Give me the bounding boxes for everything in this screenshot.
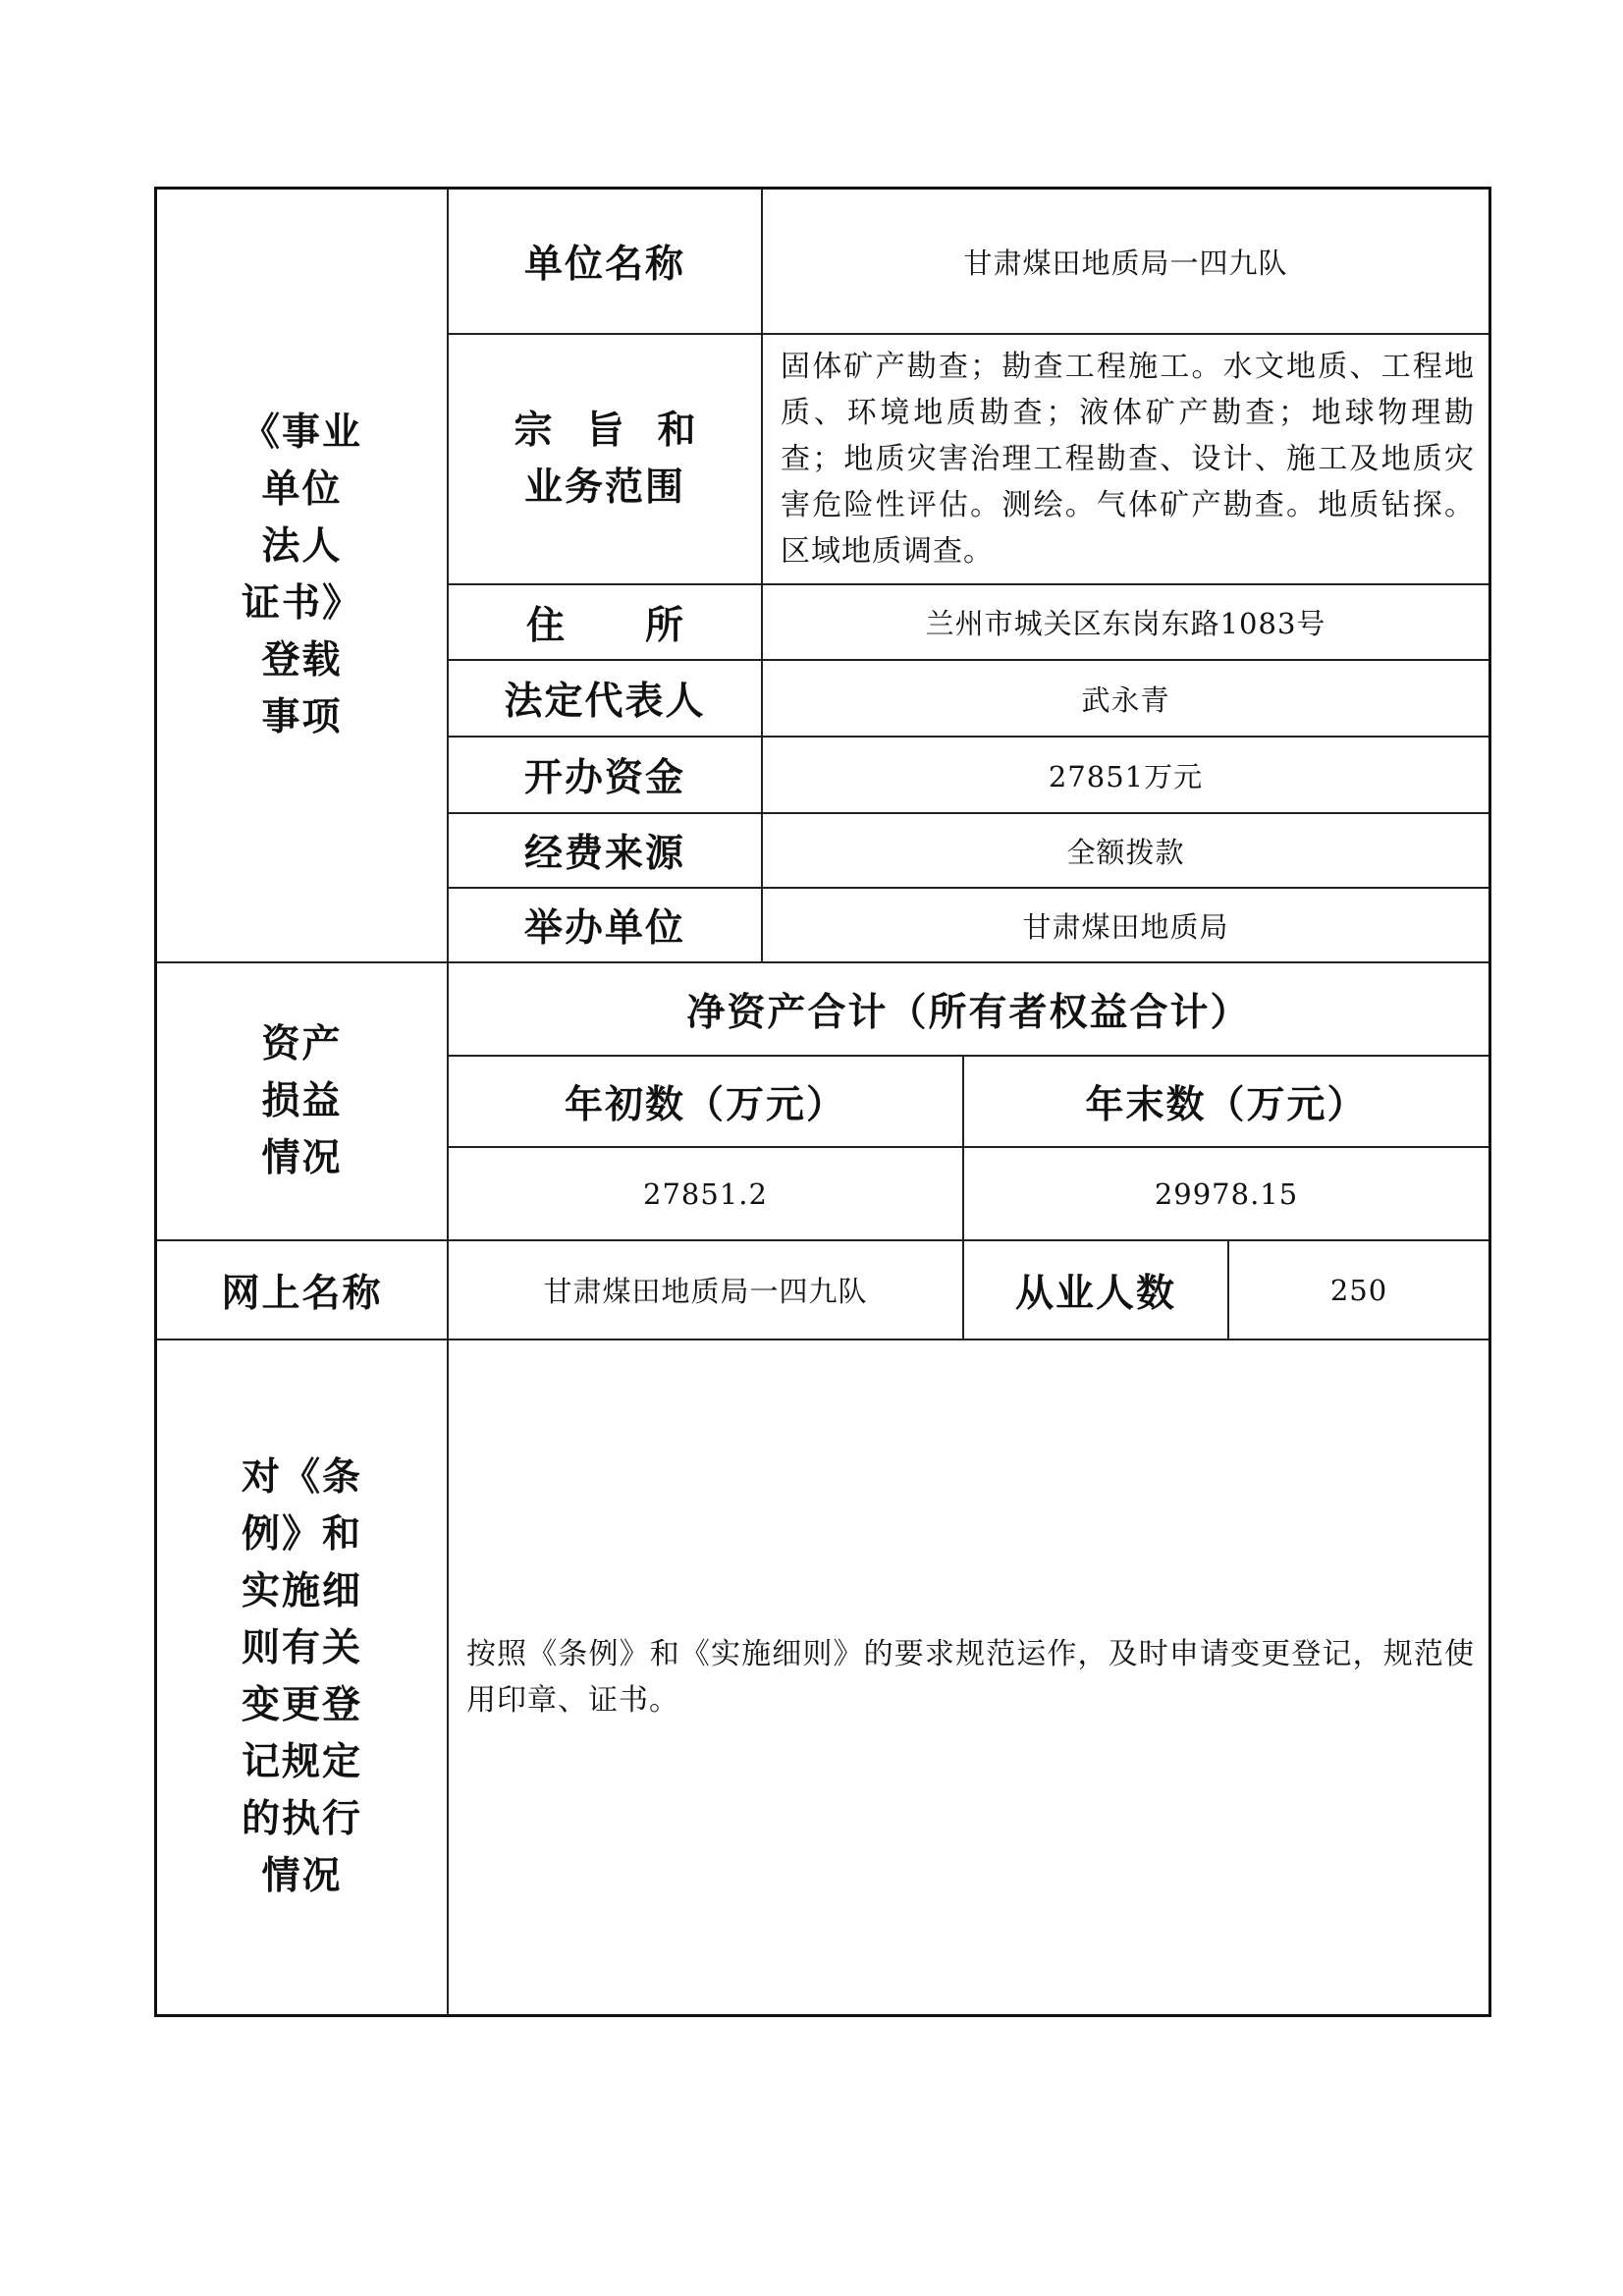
address-value: 兰州市城关区东岗东路1083号 (763, 585, 1488, 661)
registration-section-label (157, 190, 449, 963)
online-name-value: 甘肃煤田地质局一四九队 (449, 1241, 964, 1340)
compliance-label-line: 的执行 (241, 1797, 362, 1841)
purpose-scope-label-line: 业务范围 (523, 465, 685, 510)
end-year-label: 年末数（万元） (964, 1057, 1488, 1148)
registration-section-label-line: 证书》 (241, 581, 362, 626)
compliance-label-line: 实施细 (241, 1569, 362, 1613)
registration-form-table (154, 187, 1491, 2017)
registration-section-label-line: 事项 (261, 695, 343, 739)
staff-count-value: 250 (1229, 1241, 1488, 1340)
unit-name-value: 甘肃煤田地质局一四九队 (763, 190, 1488, 335)
staff-count-label: 从业人数 (964, 1241, 1229, 1340)
compliance-label (157, 1340, 449, 2014)
legal-representative-value: 武永青 (763, 661, 1488, 738)
assets-section-label-line: 资产 (261, 1021, 343, 1066)
sponsor-unit-label: 举办单位 (449, 889, 763, 963)
legal-representative-label: 法定代表人 (449, 661, 763, 738)
compliance-label-line: 变更登 (241, 1683, 362, 1727)
funding-source-value: 全额拨款 (763, 814, 1488, 889)
compliance-label-line: 记规定 (241, 1740, 362, 1784)
online-name-label: 网上名称 (157, 1241, 449, 1340)
funding-source-label: 经费来源 (449, 814, 763, 889)
purpose-scope-label-line: 宗旨和 (514, 408, 730, 453)
compliance-label-line: 情况 (261, 1854, 343, 1898)
end-year-value: 29978.15 (964, 1148, 1488, 1241)
registration-section-label-line: 单位 (261, 467, 343, 512)
sponsor-unit-value: 甘肃煤田地质局 (763, 889, 1488, 963)
registered-capital-value: 27851万元 (763, 738, 1488, 814)
address-label (449, 585, 763, 661)
assets-section-label-line: 情况 (261, 1135, 343, 1180)
begin-year-value: 27851.2 (449, 1148, 964, 1241)
net-assets-header: 净资产合计（所有者权益合计） (449, 963, 1488, 1057)
purpose-scope-label (449, 335, 763, 585)
begin-year-label: 年初数（万元） (449, 1057, 964, 1148)
unit-name-label: 单位名称 (449, 190, 763, 335)
purpose-scope-value: 固体矿产勘查；勘查工程施工。水文地质、工程地质、环境地质勘查；液体矿产勘查；地球物理勘查；地质灾害治理工程勘查、设计、施工及地质灾害危险性评估。测绘。气体矿产勘查。地质钻探。区域地质调查。 (763, 335, 1488, 585)
registered-capital-label: 开办资金 (449, 738, 763, 814)
compliance-label-line: 对《条 (241, 1455, 362, 1500)
address-label-text: 住所 (525, 603, 764, 648)
compliance-text: 按照《条例》和《实施细则》的要求规范运作，及时申请变更登记，规范使用印章、证书。 (466, 1637, 1475, 1718)
registration-section-label-line: 登载 (261, 638, 343, 683)
compliance-label-line: 例》和 (241, 1512, 362, 1557)
registration-section-label-line: 《事业 (241, 410, 362, 455)
assets-section-label (157, 963, 449, 1241)
assets-section-label-line: 损益 (261, 1078, 343, 1123)
registration-section-label-line: 法人 (261, 524, 343, 569)
compliance-label-line: 则有关 (241, 1626, 362, 1670)
